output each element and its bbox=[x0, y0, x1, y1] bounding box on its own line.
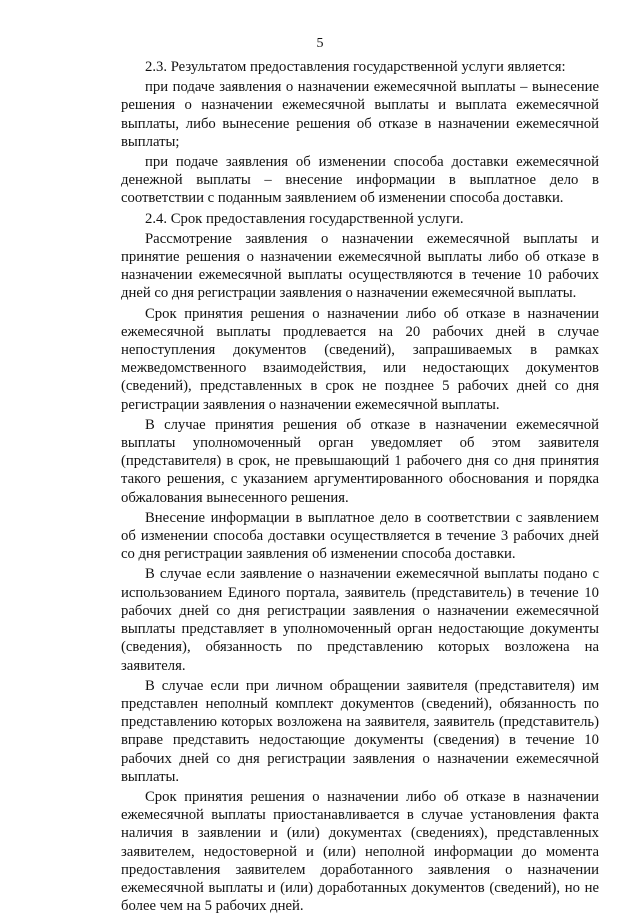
document-body bbox=[121, 58, 599, 917]
paragraph-delivery-change-term: Внесение информации в выплатное дело в соответствии с заявлением об изменении способа доставки осуществляется в течение 3 рабочих дней со дня регистрации заявления об изменении способа доставки. bbox=[121, 509, 599, 563]
paragraph-portal-submission: В случае если заявление о назначении ежемесячной выплаты подано с использованием Единого портала, заявитель (представитель) в течение 10 рабочих дней со дня регистрации заявления о назначении ежемесячной выплаты представляет в уполномоченный орган недостающие документы (сведения), обязанность по представлению которых возложена на заявителя. bbox=[121, 566, 599, 674]
paragraph-refusal-notice: В случае принятия решения об отказе в назначении ежемесячной выплаты уполномоченный орган уведомляет об этом заявителя (представителя) в срок, не превышающий 1 рабочего дня со дня принятия такого решения, с указанием аргументированного обоснования и порядка обжалования вынесенного решения. bbox=[121, 416, 599, 506]
paragraph-personal-submission: В случае если при личном обращении заявителя (представителя) им представлен неполный комплект документов (сведений), обязанность по представлению которых возложена на заявителя, заявитель (представитель) вправе представить недостающие документы (сведения) в течение 10 рабочих дней со дня регистрации заявления о назначении ежемесячной выплаты. bbox=[121, 677, 599, 785]
paragraph-suspension: Срок принятия решения о назначении либо об отказе в назначении ежемесячной выплаты приостанавливается в случае установления факта наличия в заявлении и (или) документах (сведениях), представленных заявителем, недостоверной и (или) неполной информации до момента предоставления заявителем доработанного заявления о назначении ежемесячной выплаты и (или) доработанных документов (сведений), но не более чем на 5 рабочих дней. bbox=[121, 788, 599, 915]
paragraph-result-assignment: при подаче заявления о назначении ежемесячной выплаты – вынесение решения о назначении ежемесячной выплаты и выплата ежемесячной выплаты, либо вынесение решения об отказе в назначении ежемесячной выплаты; bbox=[121, 79, 599, 150]
paragraph-2-4-heading: 2.4. Срок предоставления государственной услуги. bbox=[145, 210, 464, 227]
paragraph-review-term: Рассмотрение заявления о назначении ежемесячной выплаты и принятие решения о назначении ежемесячной выплаты либо об отказе в назначении ежемесячной выплаты осуществляются в течение 10 рабочих дней со дня регистрации заявления о назначении ежемесячной выплаты. bbox=[121, 230, 599, 302]
paragraph-result-delivery-change: при подаче заявления об изменении способа доставки ежемесячной денежной выплаты – внесение информации в выплатное дело в соответствии с поданным заявлением об изменении способа доставки. bbox=[121, 154, 599, 207]
page-number: 5 bbox=[316, 36, 324, 51]
paragraph-extension-term: Срок принятия решения о назначении либо об отказе в назначении ежемесячной выплаты продлевается на 20 рабочих дней в случае непоступления документов (сведений), запрашиваемых в рамках межведомственного взаимодействия, или недостающих документов (сведений), представленных в срок не позднее 5 рабочих дней со дня регистрации заявления о назначении ежемесячной выплаты. bbox=[121, 305, 599, 413]
paragraph-2-3-heading: 2.3. Результатом предоставления государственной услуги является: bbox=[145, 59, 566, 75]
